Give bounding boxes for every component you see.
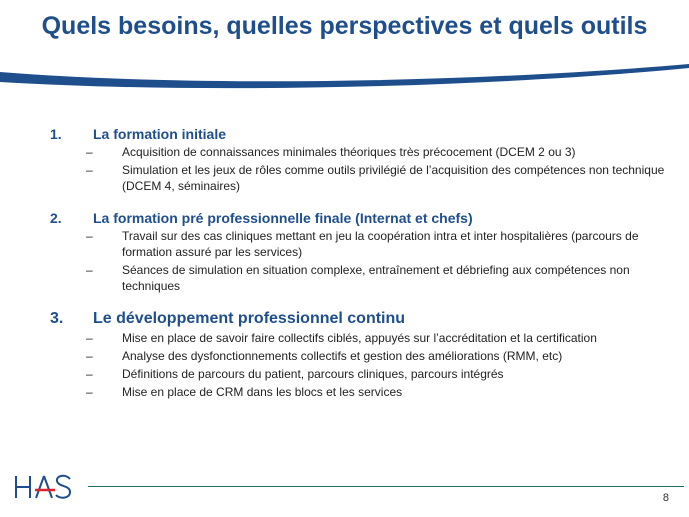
list-item: – Mise en place de CRM dans les blocs et les services <box>86 385 403 399</box>
bullet-dash: – <box>86 229 93 243</box>
header-swoosh <box>0 54 689 94</box>
list-item: – Analyse des dysfonctionnements collectifs et gestion des améliorations (RMM, etc) <box>86 349 563 363</box>
list-item: – Mise en place de savoir faire collectifs ciblés, appuyés sur l’accréditation et la certification <box>86 331 597 345</box>
bullet-dash: – <box>86 145 93 159</box>
section-number: 3. <box>50 310 64 327</box>
list-item: – Simulation et les jeux de rôles comme outils privilégié de l’acquisition des compétences non technique (DCEM 4, séminaires) <box>86 163 665 193</box>
section-title: Le développement professionnel continu <box>93 310 406 327</box>
section-title: La formation pré professionnelle finale (Internat et chefs) <box>93 210 473 226</box>
section-number: 1. <box>50 126 62 142</box>
section-3-heading <box>0 308 689 330</box>
section-number: 2. <box>50 210 62 226</box>
section-2-heading <box>0 208 689 228</box>
list-item: – Définitions de parcours du patient, parcours cliniques, parcours intégrés <box>86 367 504 381</box>
section-1-heading <box>0 124 689 144</box>
page-number: 8 <box>662 492 669 504</box>
slide-content <box>0 124 689 400</box>
list-item: – Travail sur des cas cliniques mettant en jeu la coopération intra et inter hospitalières (parcours de formation assuré par les services) <box>86 229 639 259</box>
bullet-dash: – <box>86 331 93 345</box>
list-item: – Acquisition de connaissances minimales théoriques très précocement (DCEM 2 ou 3) <box>86 145 576 159</box>
bullet-dash: – <box>86 349 93 363</box>
bullet-dash: – <box>86 367 93 381</box>
section-title: La formation initiale <box>93 126 227 142</box>
has-logo <box>12 470 78 502</box>
footer-divider <box>88 486 684 487</box>
bullet-dash: – <box>86 163 93 177</box>
slide-title: Quels besoins, quelles perspectives et quels outils <box>41 12 648 40</box>
bullet-dash: – <box>86 263 93 277</box>
bullet-dash: – <box>86 385 93 399</box>
list-item: – Séances de simulation en situation complexe, entraînement et débriefing aux compétences non techniques <box>86 263 630 293</box>
